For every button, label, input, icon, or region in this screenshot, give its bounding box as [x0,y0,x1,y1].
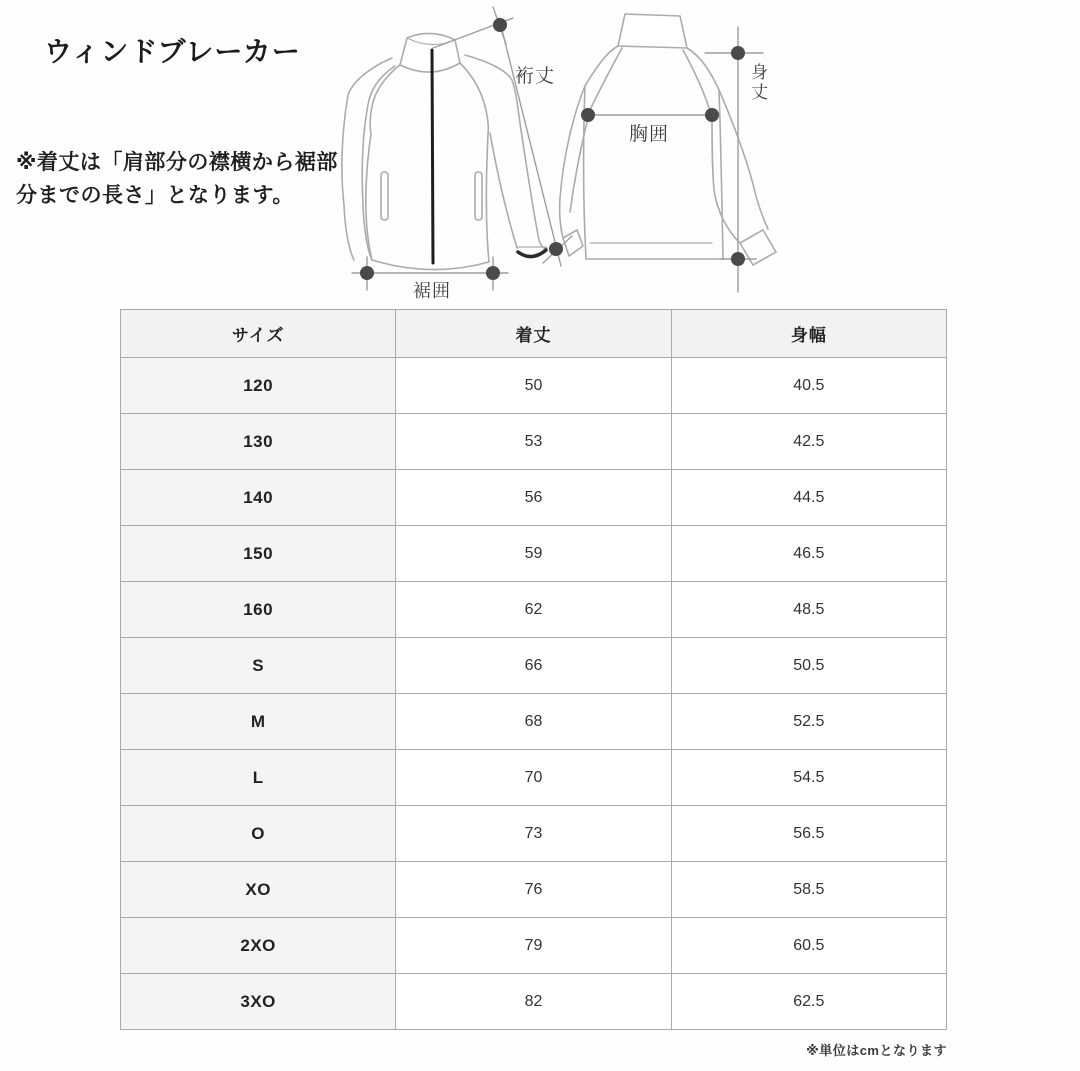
table-row [121,694,947,750]
width-value: 52.5 [671,694,946,750]
width-value: 50.5 [671,638,946,694]
page-title: ウィンドブレーカー [44,36,301,67]
table-row [121,414,947,470]
length-value: 68 [396,694,671,750]
size-value: 3XO [121,974,396,1030]
size-value: L [121,750,396,806]
size-diagram [335,0,800,300]
width-value: 48.5 [671,582,946,638]
size-value: 2XO [121,918,396,974]
measurement-note [16,146,338,212]
sleeve-length-label: 裄丈 [515,66,556,87]
table-row [121,918,947,974]
hem-width-label: 裾囲 [413,281,451,301]
measurement-note-line1: ※着丈は「肩部分の襟横から裾部 [16,151,338,174]
width-value: 54.5 [671,750,946,806]
table-row [121,974,947,1030]
length-value: 73 [396,806,671,862]
length-value: 82 [396,974,671,1030]
front-measure-dots [360,18,563,280]
size-value: M [121,694,396,750]
width-value: 60.5 [671,918,946,974]
body-length-label: 身丈 [748,63,767,103]
table-row [121,358,947,414]
table-row [121,806,947,862]
header-width: 身幅 [671,310,946,358]
width-value: 40.5 [671,358,946,414]
length-value: 56 [396,470,671,526]
length-value: 66 [396,638,671,694]
table-row [121,862,947,918]
length-value: 59 [396,526,671,582]
width-value: 56.5 [671,806,946,862]
size-value: XO [121,862,396,918]
size-value: O [121,806,396,862]
length-value: 76 [396,862,671,918]
length-value: 79 [396,918,671,974]
size-value: 160 [121,582,396,638]
measurement-note-line2: 分までの長さ」となります。 [16,184,294,207]
size-value: 150 [121,526,396,582]
table-row [121,526,947,582]
jacket-diagram-drawing [335,0,800,300]
size-value: 140 [121,470,396,526]
table-row [121,750,947,806]
size-table-header-row [121,310,947,358]
chest-width-label: 胸囲 [629,124,670,145]
zipper-line [432,50,433,263]
width-value: 42.5 [671,414,946,470]
table-row [121,638,947,694]
length-value: 70 [396,750,671,806]
width-value: 44.5 [671,470,946,526]
unit-note: ※単位はcmとなります [806,1043,947,1058]
width-value: 46.5 [671,526,946,582]
width-value: 62.5 [671,974,946,1030]
size-table [120,309,947,1030]
width-value: 58.5 [671,862,946,918]
header-size: サイズ [121,310,396,358]
size-value: 120 [121,358,396,414]
table-row [121,582,947,638]
table-row [121,470,947,526]
length-value: 50 [396,358,671,414]
header-length: 着丈 [396,310,671,358]
length-value: 62 [396,582,671,638]
length-value: 53 [396,414,671,470]
size-value: 130 [121,414,396,470]
size-value: S [121,638,396,694]
